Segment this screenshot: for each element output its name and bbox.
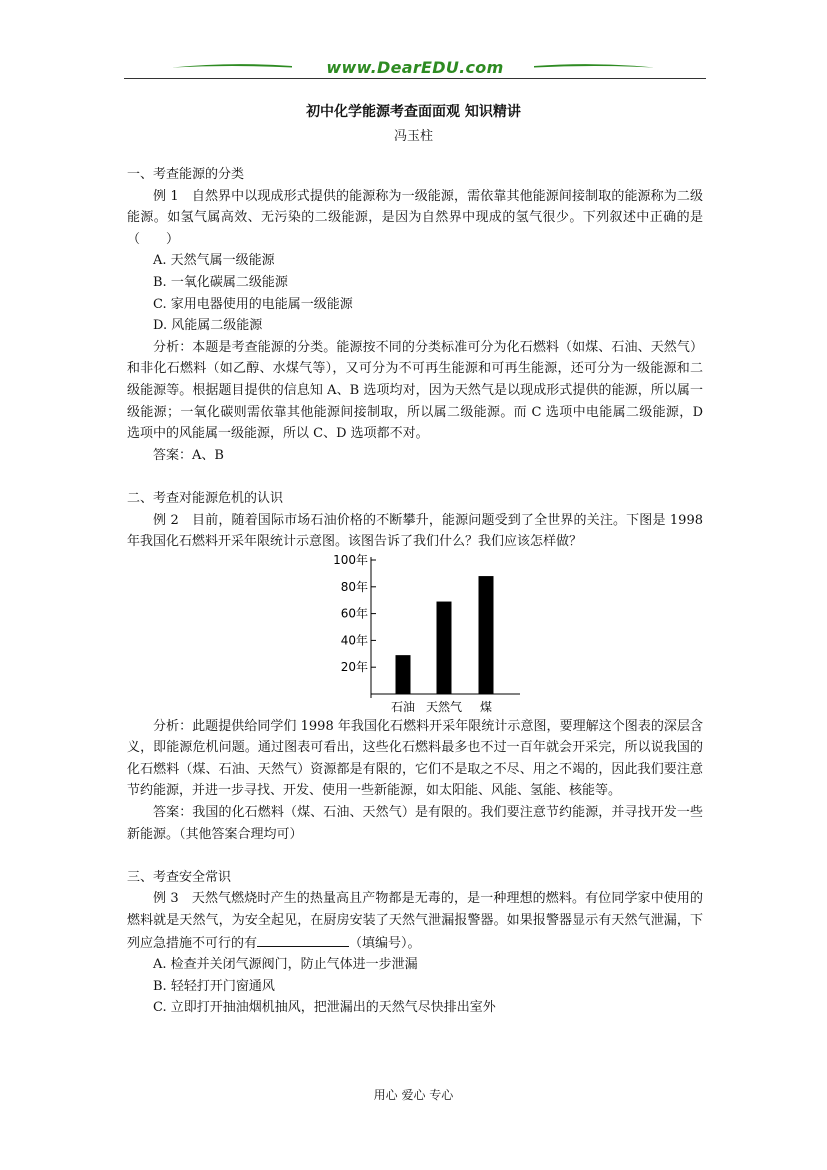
- bar-1: [437, 601, 452, 693]
- y-tick-label: 100年: [333, 552, 368, 567]
- section3-heading: 三、考查安全常识: [127, 869, 232, 885]
- section3-option-c: C. 立即打开抽油烟机抽风，把泄漏出的天然气尽快排出室外: [153, 1000, 496, 1016]
- y-tick-label: 20年: [340, 659, 368, 674]
- section2-analysis: 分析：此题提供给同学们 1998 年我国化石燃料开采年限统计示意图，要理解这个图表的深层含义，即能源危机问题。通过图表可看出，这些化石燃料最多也不过一百年就会开采完，所以说我国的化石燃料（煤、石油、天然气）资源都是有限的，它们不是取之不尽、用之不竭的，因此我们要注意节约能源，并进一步寻找、开发、使用一些新能源，如太阳能、风能、氢能、核能等。: [127, 718, 703, 799]
- y-tick-label: 40年: [340, 633, 368, 648]
- document-title: 初中化学能源考查面面观 知识精讲: [306, 104, 521, 120]
- author-name: 冯玉柱: [393, 129, 433, 144]
- section1-option-d: D. 风能属二级能源: [153, 318, 263, 334]
- y-tick-label: 80年: [340, 579, 368, 594]
- section1-answer: 答案：A、B: [153, 447, 224, 463]
- section3-question-text: 例 3 天然气燃烧时产生的热量高且产物都是无毒的，是一种理想的燃料。有位同学家中使用的燃料就是天然气，为安全起见，在厨房安装了天然气泄漏报警器。如果报警器显示有天然气泄漏，下列应急措施不可行的有: [127, 891, 703, 951]
- section2-heading: 二、考查对能源危机的认识: [127, 490, 284, 506]
- section2-answer: 答案：我国的化石燃料（煤、石油、天然气）是有限的。我们要注意节约能源，并寻找开发一些新能源。（其他答案合理均可）: [127, 805, 703, 842]
- section1-option-b: B. 一氧化碳属二级能源: [153, 274, 288, 290]
- y-tick-label: 60年: [340, 606, 368, 621]
- document-body: [127, 164, 703, 1019]
- right-swoosh-icon: [514, 63, 674, 69]
- chart-container: [127, 553, 703, 716]
- brand-logo-text: www.DearEDU.com: [326, 58, 504, 77]
- answer-blank: [257, 932, 349, 947]
- fossil-fuel-years-bar-chart: [323, 553, 533, 716]
- section1-analysis: 分析：本题是考查能源的分类。能源按不同的分类标准可分为化石燃料（如煤、石油、天然气）和非化石燃料（如乙醇、水煤气等），又可分为不可再生能源和可再生能源，还可分为一级能源和二级能源等。根据题目提供的信息知 A、B 选项均对，因为天然气是以现成形式提供的能源，所以属一级能源；一氧化碳则需依靠其他能源间接制取，所以属二级能源。而 C 选项中电能属二级能源，D 选项中的风能属一级能源，所以 C、D 选项都不对。: [127, 339, 703, 442]
- section1-heading: 一、考查能源的分类: [127, 167, 245, 182]
- section3-question-suffix: （填编号）。: [349, 935, 421, 951]
- section2-question: 例 2 目前，随着国际市场石油价格的不断攀升，能源问题受到了全世界的关注。下图是 1998 年我国化石燃料开采年限统计示意图。该图告诉了我们什么？我们应该怎样做？: [127, 512, 703, 550]
- x-category-label: 石油: [390, 699, 416, 714]
- section3-question: [127, 888, 703, 954]
- header-rule: [124, 78, 706, 79]
- section3-option-b: B. 轻轻打开门窗通风: [153, 978, 275, 994]
- bar-0: [396, 655, 411, 694]
- x-category-label: 天然气: [425, 699, 463, 714]
- x-category-label: 煤: [479, 699, 493, 714]
- page-footer: 用心 爱心 专心: [373, 1088, 454, 1102]
- bar-2: [479, 576, 494, 694]
- section3-option-a: A. 检查并关闭气源阀门，防止气体进一步泄漏: [153, 957, 418, 973]
- section1-option-a: A. 天然气属一级能源: [153, 253, 275, 269]
- section1-option-c: C. 家用电器使用的电能属一级能源: [153, 296, 353, 312]
- section1-question: 例 1 自然界中以现成形式提供的能源称为一级能源，需依靠其他能源间接制取的能源称为二级能源。如氢气属高效、无污染的二级能源，是因为自然界中现成的氢气很少。下列叙述中正确的是（ ）: [127, 188, 703, 247]
